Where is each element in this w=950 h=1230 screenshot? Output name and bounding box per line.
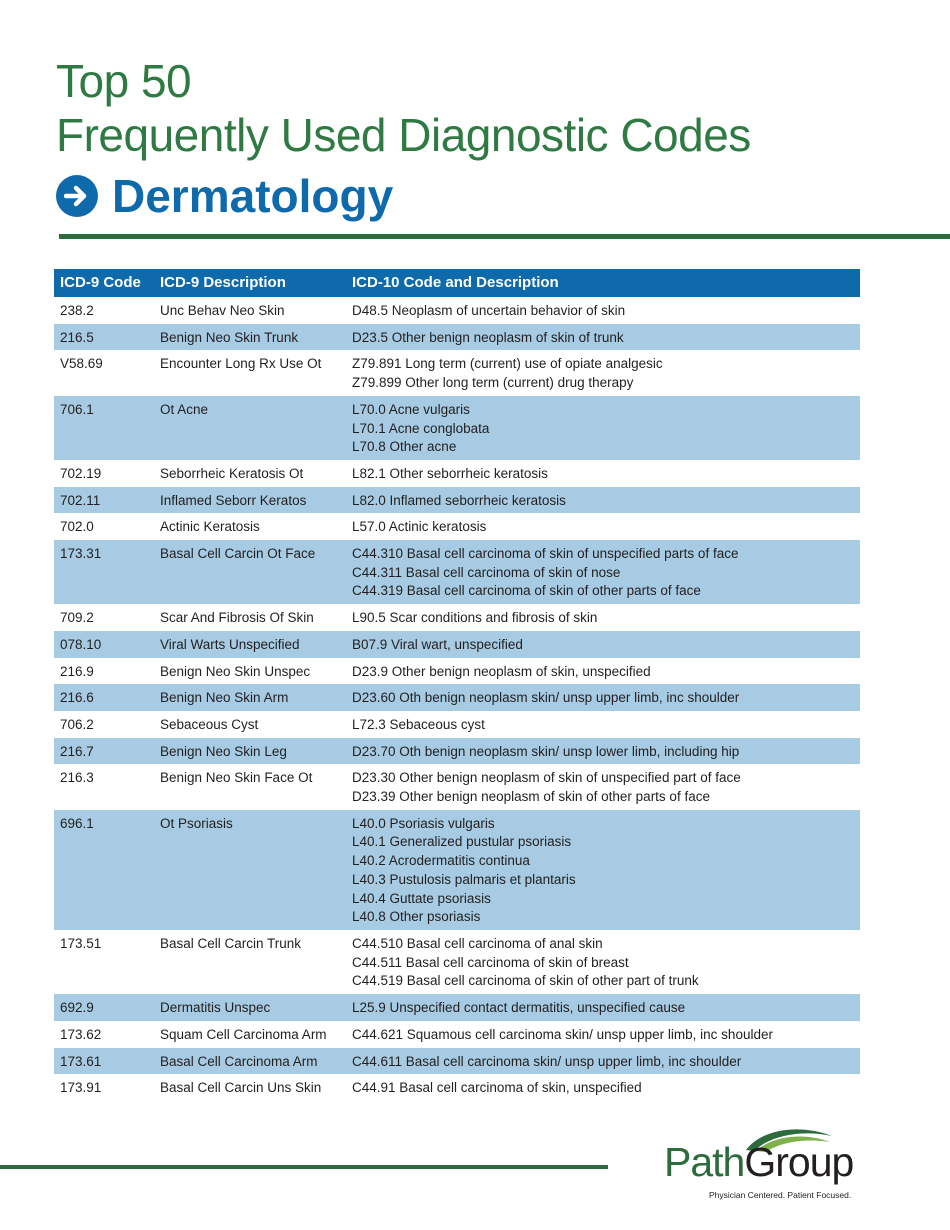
icd10-code-line: D23.39 Other benign neoplasm of skin of other parts of face (352, 789, 710, 805)
icd9-description-cell: Encounter Long Rx Use Ot (154, 350, 346, 395)
pathgroup-logo (664, 1124, 904, 1204)
icd9-code-cell: 702.19 (54, 460, 154, 487)
table-row (54, 487, 860, 514)
icd9-code-cell: 702.11 (54, 487, 154, 514)
subtitle-text: Dermatology (112, 170, 394, 222)
icd10-cell (346, 350, 860, 395)
icd9-code-cell: 216.9 (54, 658, 154, 685)
icd10-code-line: Z79.899 Other long term (current) drug therapy (352, 375, 634, 391)
icd10-cell (346, 324, 860, 351)
icd10-cell (346, 487, 860, 514)
icd10-code-line: L40.1 Generalized pustular psoriasis (352, 834, 572, 850)
table-row (54, 1021, 860, 1048)
table-row (54, 513, 860, 540)
logo-wordmark-path: Path (664, 1139, 745, 1185)
arrow-right-circle-icon (56, 175, 98, 217)
icd10-code-line: D48.5 Neoplasm of uncertain behavior of skin (352, 303, 626, 318)
icd10-code-line: D23.30 Other benign neoplasm of skin of unspecified part of face (352, 770, 741, 786)
icd9-code-cell: 173.51 (54, 930, 154, 994)
table-row (54, 540, 860, 604)
icd9-description-cell: Unc Behav Neo Skin (154, 297, 346, 324)
icd10-code-line: C44.611 Basal cell carcinoma skin/ unsp upper limb, inc shoulder (352, 1053, 742, 1069)
icd9-description-cell: Sebaceous Cyst (154, 711, 346, 738)
icd9-code-cell: 216.6 (54, 684, 154, 711)
icd10-code-line: L70.0 Acne vulgaris (352, 401, 470, 417)
icd9-code-cell: 706.1 (54, 396, 154, 460)
icd9-description-cell: Squam Cell Carcinoma Arm (154, 1021, 346, 1048)
icd9-description-cell: Seborrheic Keratosis Ot (154, 460, 346, 487)
icd9-code-cell: V58.69 (54, 350, 154, 395)
icd10-cell (346, 738, 860, 765)
logo-tagline: Physician Centered. Patient Focused. (709, 1190, 852, 1200)
icd10-cell (346, 460, 860, 487)
table-row (54, 1074, 860, 1101)
icd10-cell (346, 1074, 860, 1101)
table-row (54, 994, 860, 1021)
bottom-divider (0, 1165, 608, 1169)
table-row (54, 658, 860, 685)
icd9-description-cell: Benign Neo Skin Arm (154, 684, 346, 711)
icd10-code-line: L90.5 Scar conditions and fibrosis of skin (352, 610, 598, 626)
icd9-code-cell: 238.2 (54, 297, 154, 324)
icd10-code-line: L40.2 Acrodermatitis continua (352, 853, 530, 869)
icd10-code-line: L57.0 Actinic keratosis (352, 519, 487, 535)
icd10-cell (346, 513, 860, 540)
icd10-code-line: L82.1 Other seborrheic keratosis (352, 465, 548, 481)
icd9-code-cell: 173.91 (54, 1074, 154, 1101)
icd10-code-line: L70.1 Acne conglobata (352, 420, 490, 436)
icd9-description-cell: Dermatitis Unspec (154, 994, 346, 1021)
icd10-cell (346, 540, 860, 604)
table-row (54, 460, 860, 487)
logo-wordmark (664, 1139, 854, 1185)
icd10-code-line: Z79.891 Long term (current) use of opiate analgesic (352, 356, 663, 372)
title-line-2: Frequently Used Diagnostic Codes (56, 109, 751, 161)
title-line-1: Top 50 (56, 55, 192, 107)
icd10-code-line: L40.4 Guttate psoriasis (352, 890, 491, 906)
icd10-code-line: C44.621 Squamous cell carcinoma skin/ unsp upper limb, inc shoulder (352, 1026, 773, 1042)
icd10-code-line: C44.519 Basal cell carcinoma of skin of other part of trunk (352, 973, 699, 989)
icd10-code-line: C44.511 Basal cell carcinoma of skin of breast (352, 954, 629, 970)
icd9-code-cell: 173.31 (54, 540, 154, 604)
icd10-code-line: L70.8 Other acne (352, 439, 457, 455)
table-row (54, 324, 860, 351)
icd10-cell (346, 810, 860, 930)
icd9-description-cell: Viral Warts Unspecified (154, 631, 346, 658)
icd9-description-cell: Basal Cell Carcin Ot Face (154, 540, 346, 604)
icd9-code-cell: 173.62 (54, 1021, 154, 1048)
icd10-code-line: B07.9 Viral wart, unspecified (352, 636, 523, 652)
icd10-cell (346, 764, 860, 809)
icd9-code-cell: 216.3 (54, 764, 154, 809)
icd10-code-line: C44.91 Basal cell carcinoma of skin, unspecified (352, 1080, 642, 1096)
icd10-cell (346, 684, 860, 711)
table-row (54, 350, 860, 395)
column-header-icd9-code: ICD-9 Code (54, 269, 154, 297)
icd10-cell (346, 1048, 860, 1075)
column-header-icd10: ICD-10 Code and Description (346, 269, 860, 297)
icd10-code-line: L25.9 Unspecified contact dermatitis, unspecified cause (352, 1000, 686, 1016)
icd9-code-cell: 216.7 (54, 738, 154, 765)
table-row (54, 764, 860, 809)
icd9-code-cell: 706.2 (54, 711, 154, 738)
subtitle (56, 170, 393, 222)
table-row (54, 930, 860, 994)
icd10-code-line: C44.510 Basal cell carcinoma of anal skin (352, 935, 603, 951)
icd10-code-line: L40.3 Pustulosis palmaris et plantaris (352, 871, 576, 887)
icd10-cell (346, 994, 860, 1021)
icd10-cell (346, 930, 860, 994)
icd9-description-cell: Inflamed Seborr Keratos (154, 487, 346, 514)
top-divider (59, 234, 950, 239)
icd9-description-cell: Benign Neo Skin Face Ot (154, 764, 346, 809)
icd10-code-line: D23.60 Oth benign neoplasm skin/ unsp upper limb, inc shoulder (352, 690, 740, 706)
icd10-code-line: C44.310 Basal cell carcinoma of skin of unspecified parts of face (352, 546, 739, 562)
icd9-description-cell: Ot Acne (154, 396, 346, 460)
table-header-row (54, 269, 860, 297)
codes-table (54, 269, 860, 1101)
icd9-description-cell: Basal Cell Carcin Trunk (154, 930, 346, 994)
icd10-cell (346, 631, 860, 658)
icd10-code-line: D23.5 Other benign neoplasm of skin of trunk (352, 329, 624, 345)
icd9-description-cell: Ot Psoriasis (154, 810, 346, 930)
icd10-code-line: L40.0 Psoriasis vulgaris (352, 815, 495, 831)
table-row (54, 810, 860, 930)
icd9-description-cell: Actinic Keratosis (154, 513, 346, 540)
table-row (54, 631, 860, 658)
table-row (54, 604, 860, 631)
icd9-description-cell: Benign Neo Skin Unspec (154, 658, 346, 685)
table-row (54, 396, 860, 460)
icd9-description-cell: Basal Cell Carcinoma Arm (154, 1048, 346, 1075)
icd9-code-cell: 692.9 (54, 994, 154, 1021)
icd10-code-line: D23.9 Other benign neoplasm of skin, unspecified (352, 663, 651, 679)
icd10-code-line: C44.311 Basal cell carcinoma of skin of nose (352, 564, 621, 580)
icd9-description-cell: Benign Neo Skin Trunk (154, 324, 346, 351)
icd9-code-cell: 702.0 (54, 513, 154, 540)
icd10-code-line: L82.0 Inflamed seborrheic keratosis (352, 492, 566, 508)
icd10-code-line: L40.8 Other psoriasis (352, 909, 481, 925)
table-body (54, 297, 860, 1101)
table-row (54, 297, 860, 324)
icd10-cell (346, 711, 860, 738)
icd9-code-cell: 216.5 (54, 324, 154, 351)
logo-wordmark-group: Group (744, 1139, 854, 1185)
icd9-description-cell: Scar And Fibrosis Of Skin (154, 604, 346, 631)
column-header-icd9-description: ICD-9 Description (154, 269, 346, 297)
icd10-code-line: C44.319 Basal cell carcinoma of skin of other parts of face (352, 583, 701, 599)
icd10-cell (346, 1021, 860, 1048)
icd10-cell (346, 297, 860, 324)
icd10-code-line: L72.3 Sebaceous cyst (352, 716, 485, 732)
icd10-cell (346, 604, 860, 631)
icd10-code-line: D23.70 Oth benign neoplasm skin/ unsp lower limb, including hip (352, 743, 740, 759)
icd9-description-cell: Basal Cell Carcin Uns Skin (154, 1074, 346, 1101)
table-row (54, 1048, 860, 1075)
table-row (54, 738, 860, 765)
icd9-code-cell: 078.10 (54, 631, 154, 658)
icd10-cell (346, 396, 860, 460)
icd9-code-cell: 696.1 (54, 810, 154, 930)
table-row (54, 684, 860, 711)
icd9-code-cell: 709.2 (54, 604, 154, 631)
icd10-cell (346, 658, 860, 685)
icd9-code-cell: 173.61 (54, 1048, 154, 1075)
icd9-description-cell: Benign Neo Skin Leg (154, 738, 346, 765)
table-row (54, 711, 860, 738)
